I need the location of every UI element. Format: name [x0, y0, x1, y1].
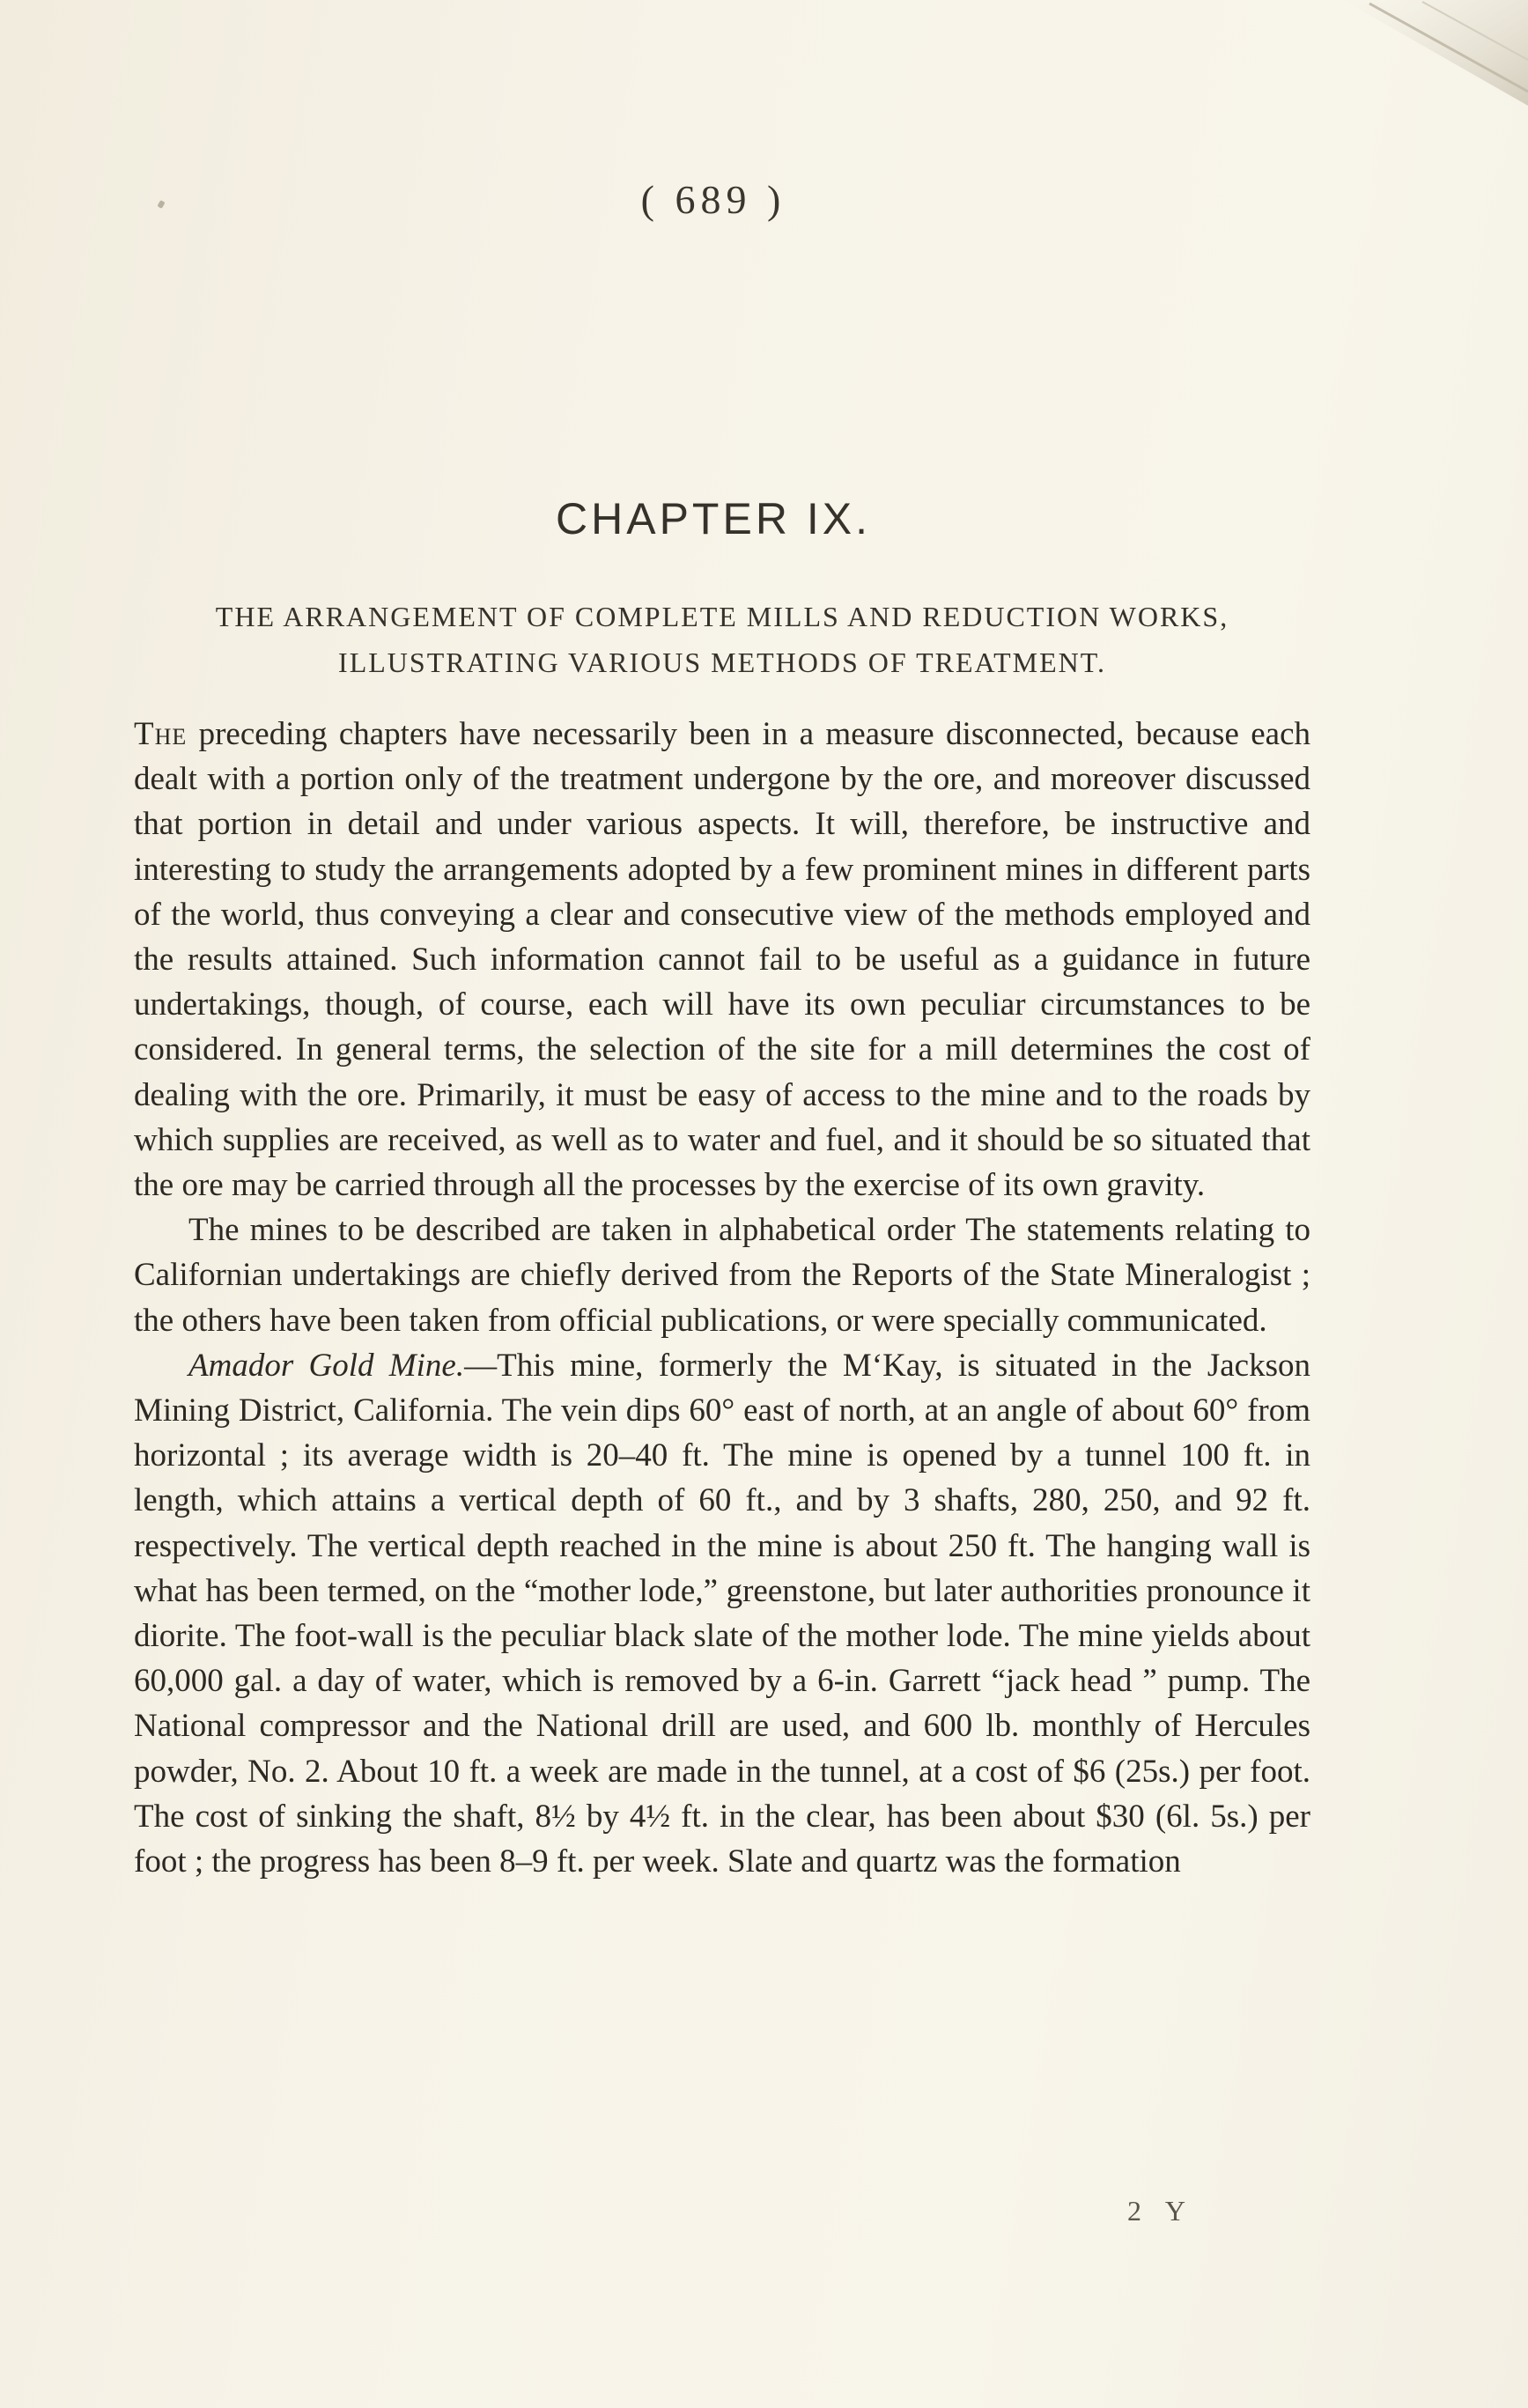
mine-heading: Amador Gold Mine.	[188, 1347, 465, 1384]
paragraph-amador-text: —This mine, formerly the M‘Kay, is situated in the Jackson Mining District, California. The vein dips 60° east of north, at an angle of about 60° from horizontal ; its average width is 20–40 ft. The mine is opened by a tunnel 100 ft. in length, which attains a vertical depth of 60 ft., and by 3 shafts, 280, 250, and 92 ft. respectively. The vertical depth reached in the mine is about 250 ft. The hanging wall is what has been termed, on the “mother lode,” greenstone, but later authorities pronounce it diorite. The foot-wall is the peculiar black slate of the mother lode. The mine yields about 60,000 gal. a day of water, which is removed by a 6-in. Garrett “jack head ” pump. The National compressor and the National drill are used, and 600 lb. monthly of Hercules powder, No. 2. About 10 ft. a week are made in the tunnel, at a cost of $6 (25s.) per foot. The cost of sinking the shaft, 8½ by 4½ ft. in the clear, has been about $30 (6l. 5s.) per foot ; the progress has been 8–9 ft. per week. Slate and quartz was the formation	[134, 1347, 1310, 1880]
chapter-title: CHAPTER IX.	[556, 494, 871, 543]
chapter-subtitle: THE ARRANGEMENT OF COMPLETE MILLS AND REDUCTION WORKS, ILLUSTRATING VARIOUS METHODS OF TREATMENT.	[215, 601, 1229, 678]
paragraph-amador-gold-mine	[134, 1343, 1310, 1884]
paragraph-sources: The mines to be described are taken in alphabetical order The statements relating to Californian undertakings are chiefly derived from the Reports of the State Mineralogist ; the others have been taken from official publications, or were specially communicated.	[134, 1212, 1310, 1339]
paragraph-introduction	[134, 712, 1310, 1208]
paragraph-introduction-text: preceding chapters have necessarily been in a measure disconnected, because each dealt with a portion only of the treatment undergone by the ore, and moreover discussed that portion in detail and under various aspects. It will, therefore, be instructive and interesting to study the arrangements adopted by a few prominent mines in different parts of the world, thus conveying a clear and consecutive view of the methods employed and the results attained. Such information cannot fail to be useful as a guidance in future undertakings, though, of course, each will have its own peculiar circumstances to be considered. In general terms, the selection of the site for a mill determines the cost of dealing with the ore. Primarily, it must be easy of access to the mine and to the roads by which supplies are received, as well as to water and fuel, and it should be so situated that the ore may be carried through all the processes by the exercise of its own gravity.	[134, 716, 1310, 1204]
page-number: ( 689 )	[640, 177, 786, 222]
paragraph-lead-word: The	[134, 716, 188, 752]
body-text	[134, 712, 1310, 1884]
signature-mark: 2 Y	[1127, 2195, 1194, 2227]
